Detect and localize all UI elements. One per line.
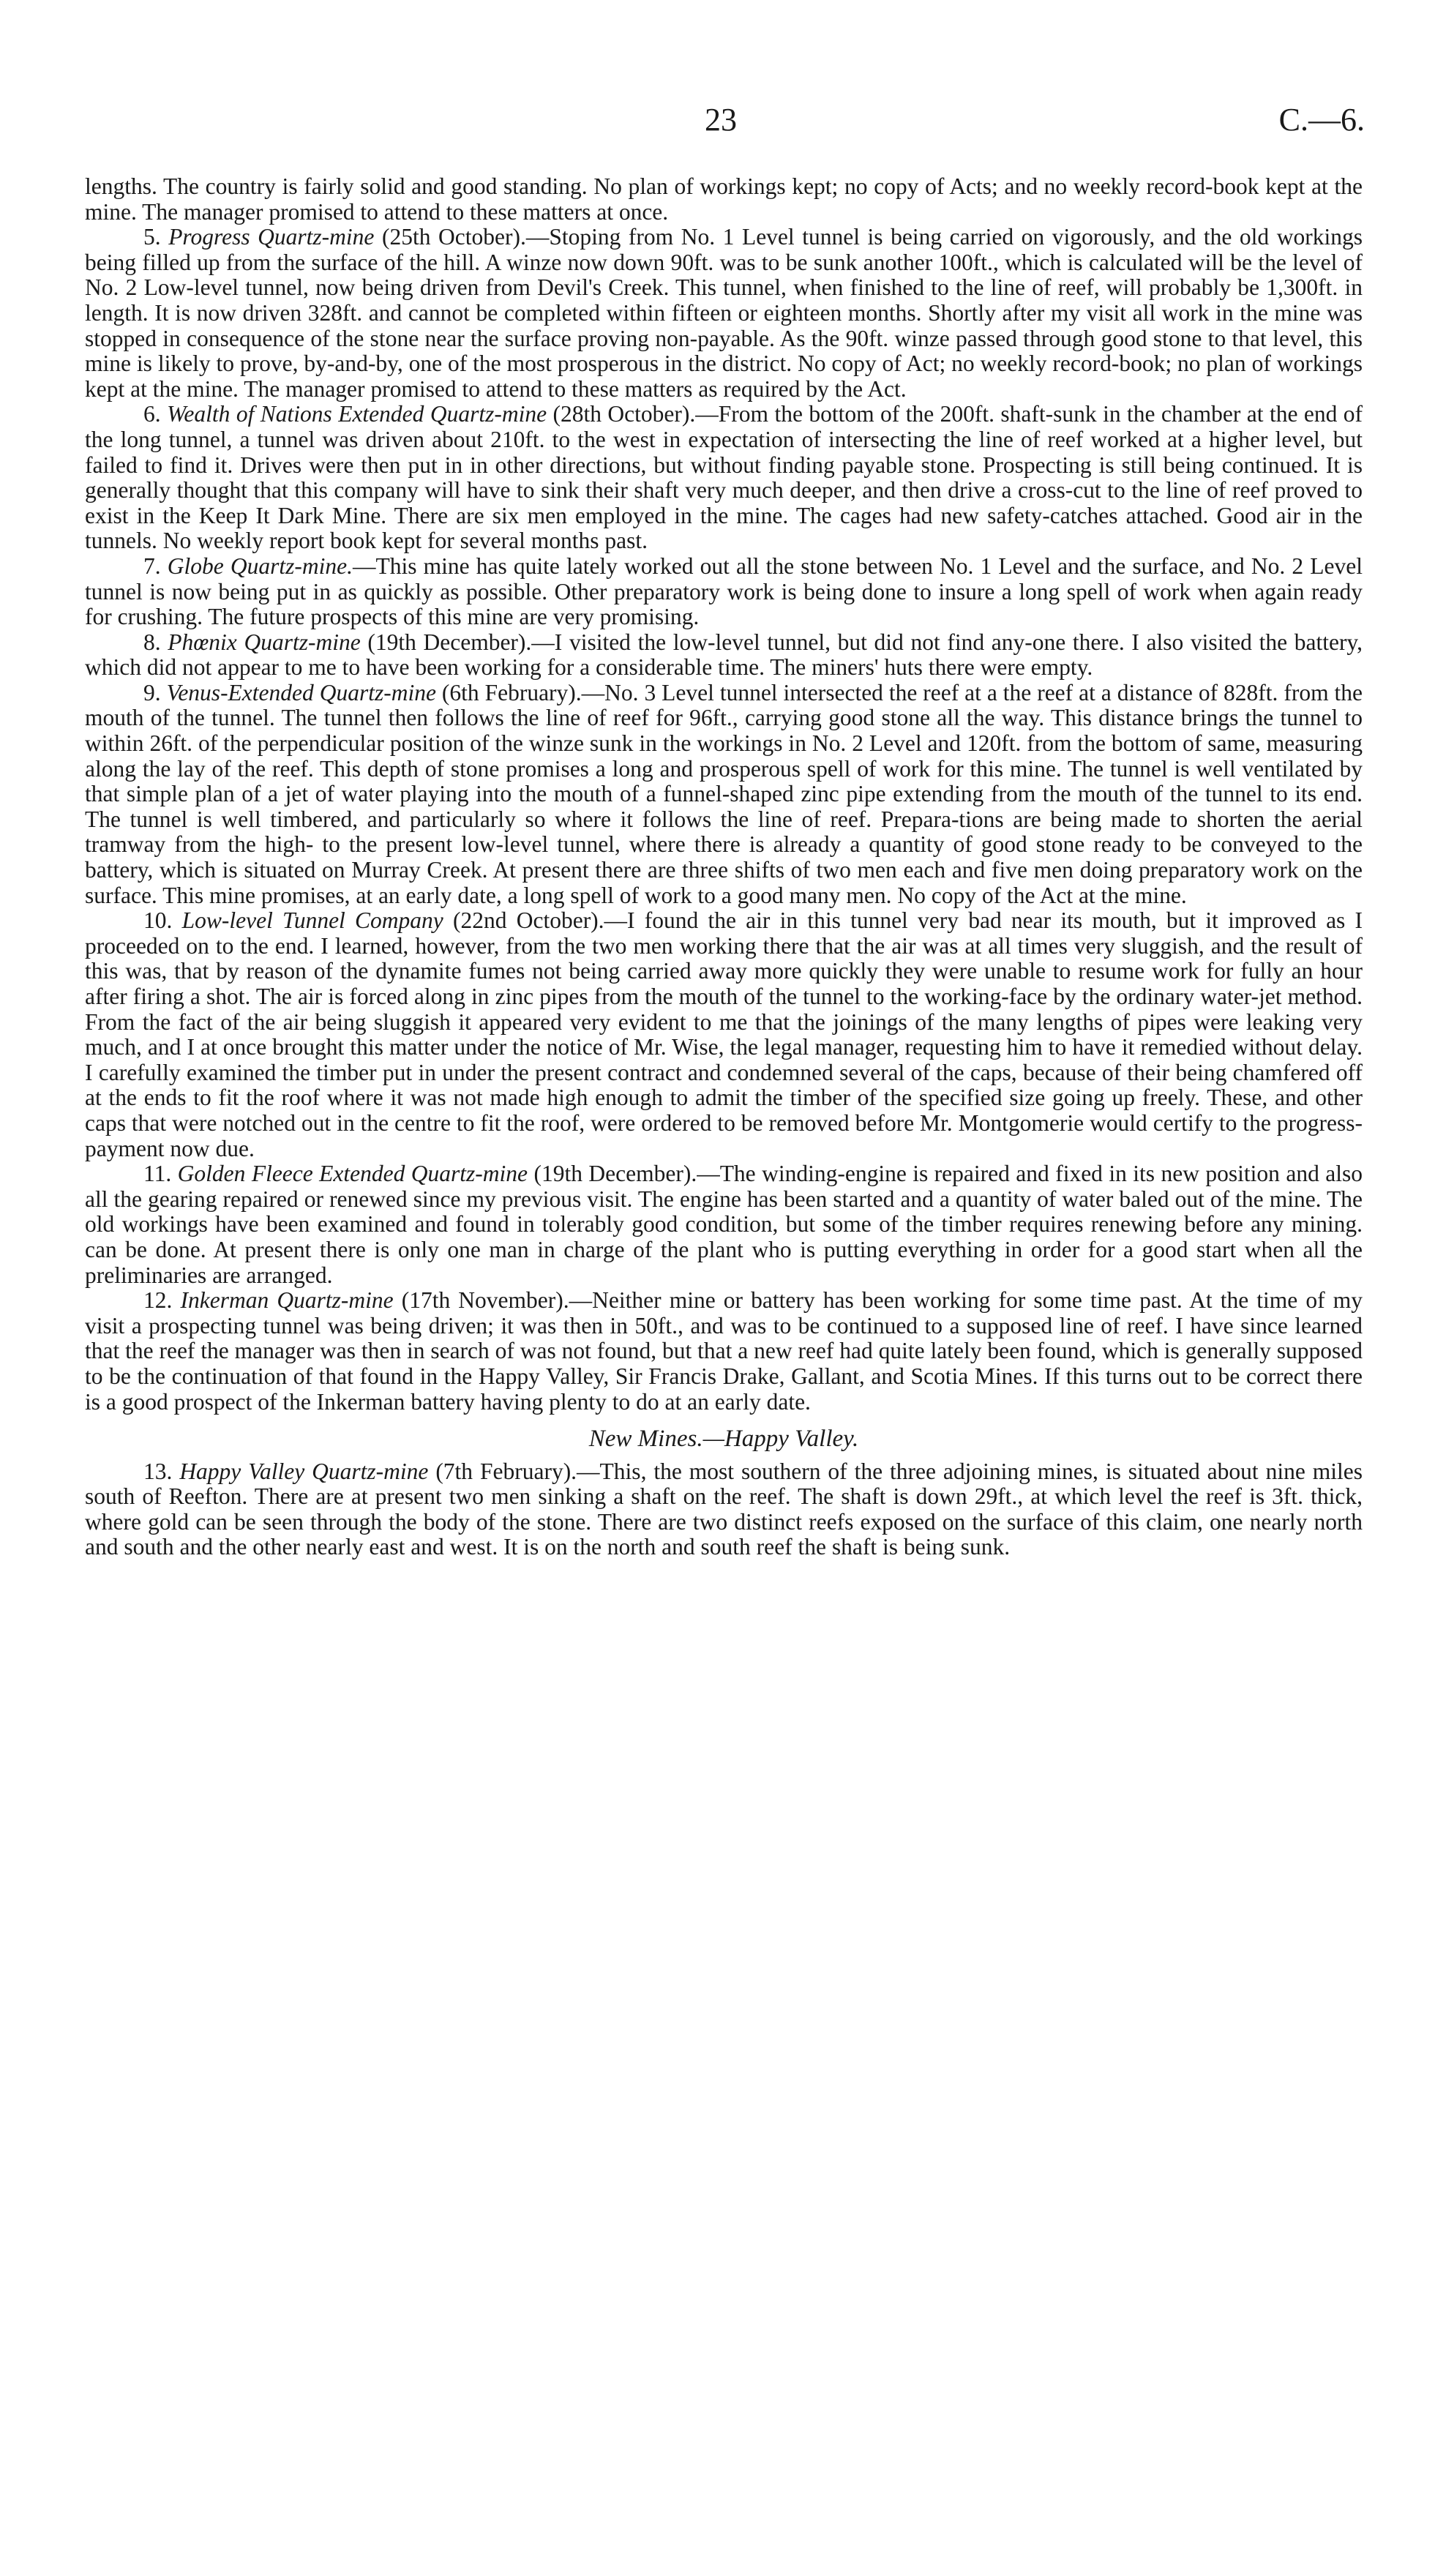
mine-name: Venus-Extended Quartz-mine <box>166 679 436 705</box>
paragraph-golden-fleece-extended <box>85 1161 1363 1288</box>
mine-name: Happy Valley Quartz-mine <box>179 1458 429 1484</box>
document-code: C.—6. <box>1278 102 1365 138</box>
mine-name: Globe Quartz-mine. <box>167 553 353 579</box>
paragraph-continuation <box>85 174 1363 225</box>
paragraph-globe-quartz-mine <box>85 554 1363 630</box>
paragraph-number: 13. <box>143 1458 173 1484</box>
mine-name: Phœnix Quartz-mine <box>168 629 361 655</box>
paragraph-progress-quartz-mine <box>85 225 1363 402</box>
paragraph-text: (19th December).—The winding-engine is repaired and fixed in its new position and also all the gearing repaired or renewed since my previous visit. The engine has been started and a quantity of water baled out of the mine. The old workings have been examined and found in tolerably good condition, but some of the timber requires renewing before any mining. can be done. At present there is only one man in charge of the plant who is putting everything in order for a good start when all the preliminaries are arranged. <box>85 1161 1363 1288</box>
mine-name: Inkerman Quartz-mine <box>180 1287 394 1314</box>
paragraph-text: (19th December).—I visited the low-level tunnel, but did not find any-one there. I also visited the battery, which did not appear to me to have been working for a considerable time. The miners' huts there were empty. <box>85 629 1363 681</box>
paragraph-text: (7th February).—This, the most southern of the three adjoining mines, is situated about nine miles south of Reefton. There are at present two men sinking a shaft on the reef. The shaft is down 29ft., at which level the reef is 3ft. thick, where gold can be seen through the body of the stone. There are two distinct reefs exposed on the surface of this claim, one nearly north and south and the other nearly east and west. It is on the north and south reef the shaft is being sunk. <box>85 1458 1363 1560</box>
paragraph-text: (28th October).—From the bottom of the 200ft. shaft-sunk in the chamber at the end of the long tunnel, a tunnel was driven about 210ft. to the west in expectation of intersecting the line of reef worked at a higher level, but failed to find it. Drives were then put in in other directions, but without finding payable stone. Prospecting is still being continued. It is generally thought that this company will have to sink their shaft very much deeper, and then drive a cross-cut to the line of reef proved to exist in the Keep It Dark Mine. There are six men employed in the mine. The cages had new safety-catches attached. Good air in the tunnels. No weekly report book kept for several months past. <box>85 401 1363 554</box>
report-body <box>85 174 1363 1560</box>
paragraph-low-level-tunnel <box>85 908 1363 1161</box>
mine-name: Golden Fleece Extended Quartz-mine <box>177 1161 528 1187</box>
section-heading: New Mines.—Happy Valley. <box>588 1426 859 1453</box>
paragraph-text: —This mine has quite lately worked out all the stone between No. 1 Level and the surface, and No. 2 Level tunnel is now being put in as quickly as possible. Other preparatory work is being done to insure a long spell of work when again ready for crushing. The future prospects of this mine are very promising. <box>85 553 1363 630</box>
paragraph-text: (6th February).—No. 3 Level tunnel intersected the reef at a the reef at a distance of 828ft. from the mouth of the tunnel. The tunnel then follows the line of reef for 96ft., carrying good stone all the way. This distance brings the tunnel to within 26ft. of the perpendicular position of the winze sunk in the workings in No. 2 Level and 120ft. from the bottom of same, measuring along the lay of the reef. This depth of stone promises a long and prosperous spell of work for this mine. The tunnel is well ventilated by that simple plan of a jet of water playing into the mouth of a funnel-shaped zinc pipe extending from the mouth of the tunnel to its end. The tunnel is well timbered, and particularly so where it follows the line of reef. Prepara-tions are being made to shorten the aerial tramway from the high- to the present low-level tunnel, where there is already a quantity of good stone ready to be conveyed to the battery, which is situated on Murray Creek. At present there are three shifts of two men each and five men doing preparatory work on the surface. This mine promises, at an early date, a long spell of work to a good many men. No copy of the Act at the mine. <box>85 679 1363 908</box>
mine-name: Progress Quartz-mine <box>168 224 375 250</box>
paragraph-number: 12. <box>143 1287 173 1314</box>
paragraph-number: 7. <box>143 553 161 579</box>
page-number: 23 <box>705 102 737 138</box>
paragraph-number: 11. <box>143 1161 172 1187</box>
paragraph-number: 9. <box>143 679 161 705</box>
paragraph-number: 6. <box>143 401 161 427</box>
mine-name: Low-level Tunnel Company <box>181 907 443 934</box>
mine-name: Wealth of Nations Extended Quartz-mine <box>167 401 547 427</box>
paragraph-number: 10. <box>143 907 173 934</box>
paragraph-happy-valley-quartz-mine <box>85 1459 1363 1560</box>
paragraph-inkerman-quartz-mine <box>85 1288 1363 1415</box>
paragraph-text: (25th October).—Stoping from No. 1 Level tunnel is being carried on vigorously, and the old workings being filled up from the surface of the hill. A winze now down 90ft. was to be sunk another 100ft., which is calculated will be the level of No. 2 Low-level tunnel, now being driven from Devil's Creek. This tunnel, when finished to the line of reef, will probably be 1,300ft. in length. It is now driven 328ft. and cannot be completed within fifteen or eighteen months. Shortly after my visit all work in the mine was stopped in consequence of the stone near the surface proving non-payable. As the 90ft. winze passed through good stone to that level, this mine is likely to prove, by-and-by, one of the most prosperous in the district. No copy of Act; no weekly record-book; no plan of workings kept at the mine. The manager promised to attend to these matters as required by the Act. <box>85 224 1363 402</box>
paragraph-text: lengths. The country is fairly solid and good standing. No plan of workings kept; no copy of Acts; and no weekly record-book kept at the mine. The manager promised to attend to these matters at once. <box>85 173 1363 225</box>
paragraph-number: 8. <box>143 629 161 655</box>
paragraph-text: (17th November).—Neither mine or battery has been working for some time past. At the time of my visit a prospecting tunnel was being driven; it was then in 50ft., and was to be continued to a supposed line of reef. I have since learned that the reef the manager was then in search of was not found, but that a new reef had quite lately been found, which is generally supposed to be the continuation of that found in the Happy Valley, Sir Francis Drake, Gallant, and Scotia Mines. If this turns out to be correct there is a good prospect of the Inkerman battery having plenty to do at an early date. <box>85 1287 1363 1415</box>
paragraph-wealth-of-nations <box>85 402 1363 554</box>
paragraph-text: (22nd October).—I found the air in this tunnel very bad near its mouth, but it improved as I proceeded on to the end. I learned, however, from the two men working there that the air was at all times very sluggish, and the result of this was, that by reason of the dynamite fumes not being carried away more quickly they were unable to resume work for fully an hour after firing a shot. The air is forced along in zinc pipes from the mouth of the tunnel to the working-face by the ordinary water-jet method. From the fact of the air being sluggish it appeared very evident to me that the joinings of the many lengths of pipes were leaking very much, and I at once brought this matter under the notice of Mr. Wise, the legal manager, requesting him to have it remedied without delay. I carefully examined the timber put in under the present contract and condemned several of the caps, because of their being chamfered off at the ends to fit the roof where it was not made high enough to admit the timber of the specified size going up freely. These, and other caps that were notched out in the centre to fit the roof, were ordered to be removed before Mr. Montgomerie would certify to the progress-payment now due. <box>85 907 1363 1161</box>
paragraph-number: 5. <box>143 224 161 250</box>
paragraph-phoenix-quartz-mine <box>85 630 1363 681</box>
paragraph-venus-extended <box>85 681 1363 908</box>
